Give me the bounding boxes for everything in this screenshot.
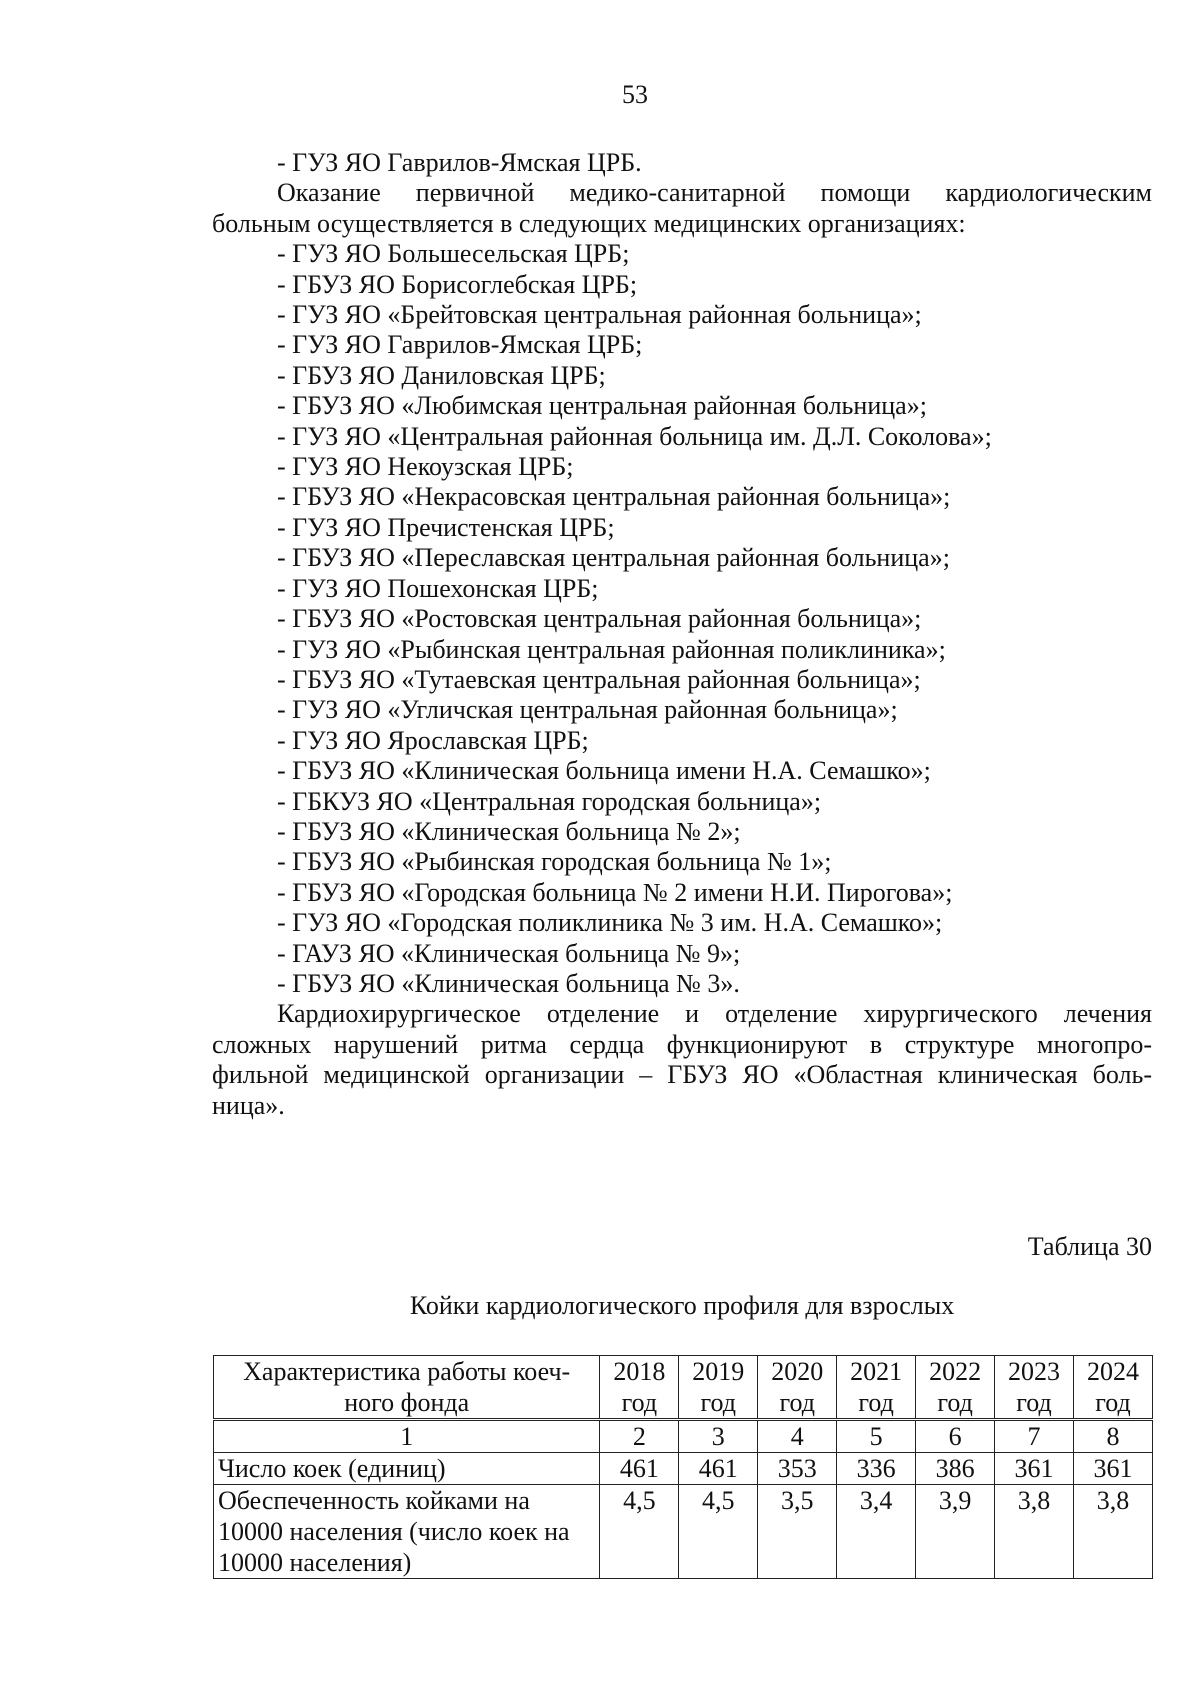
index-cell: 6 — [916, 1420, 995, 1453]
year-unit: год — [858, 1388, 894, 1417]
organization-list — [212, 239, 1152, 999]
list-item: - ГБКУЗ ЯО «Центральная городская больница»; — [277, 786, 822, 816]
year-value: 2024 — [1087, 1357, 1139, 1386]
table-row — [214, 1485, 1153, 1579]
table-row — [214, 1453, 1153, 1485]
index-cell: 5 — [837, 1420, 916, 1453]
list-item: - ГУЗ ЯО «Брейтовская центральная районная больница»; — [277, 300, 922, 330]
value-cell: 361 — [1074, 1453, 1153, 1485]
value-cell: 3,8 — [1074, 1485, 1153, 1579]
value-cell: 3,8 — [995, 1485, 1074, 1579]
year-unit: год — [779, 1388, 815, 1417]
list-item: - ГБУЗ ЯО «Клиническая больница имени Н.А. Семашко»; — [277, 756, 931, 786]
paragraph-line: сложных нарушений ритма сердца функционируют в структуре многопро- — [212, 1029, 1152, 1059]
list-item: - ГУЗ ЯО «Угличская центральная районная больница»; — [277, 695, 898, 725]
header-text: Характеристика работы коеч- — [243, 1357, 571, 1386]
list-item: - ГУЗ ЯО «Рыбинская центральная районная поликлиника»; — [277, 634, 946, 664]
list-item: - ГБУЗ ЯО «Некрасовская центральная районная больница»; — [277, 482, 951, 512]
year-unit: год — [700, 1388, 737, 1417]
list-item: - ГБУЗ ЯО «Ростовская центральная районная больница»; — [277, 604, 922, 634]
paragraph-cardiosurgery — [212, 999, 1152, 1121]
year-value: 2020 — [771, 1357, 824, 1386]
index-cell: 4 — [758, 1420, 837, 1453]
table-index-row — [214, 1420, 1153, 1453]
value-cell: 3,5 — [758, 1485, 837, 1579]
index-cell: 2 — [600, 1420, 679, 1453]
value-cell: 461 — [600, 1453, 679, 1485]
header-year — [1074, 1356, 1153, 1420]
list-item: - ГУЗ ЯО Пречистенская ЦРБ; — [277, 512, 615, 542]
list-item: - ГУЗ ЯО Пошехонская ЦРБ; — [277, 573, 599, 603]
list-item: - ГУЗ ЯО «Городская поликлиника № 3 им. Н.А. Семашко»; — [277, 908, 943, 938]
value-cell: 353 — [758, 1453, 837, 1485]
table-header-row — [214, 1356, 1153, 1420]
paragraph-primary-care — [212, 178, 1152, 239]
list-item: - ГУЗ ЯО Гаврилов-Ямская ЦРБ; — [277, 330, 643, 360]
list-item: - ГБУЗ ЯО «Городская больница № 2 имени Н.И. Пирогова»; — [277, 877, 953, 907]
paragraph-line: фильной медицинской организации – ГБУЗ ЯО «Областная клиническая боль- — [212, 1060, 1152, 1090]
value-cell: 3,9 — [916, 1485, 995, 1579]
header-year — [758, 1356, 837, 1420]
index-cell: 7 — [995, 1420, 1074, 1453]
year-unit: год — [1016, 1388, 1052, 1417]
row-label — [214, 1485, 600, 1579]
row-label-line: 10000 населения) — [218, 1548, 412, 1577]
value-cell: 4,5 — [600, 1485, 679, 1579]
value-cell: 386 — [916, 1453, 995, 1485]
year-unit: год — [937, 1388, 973, 1417]
list-item: - ГБУЗ ЯО «Клиническая больница № 2»; — [277, 816, 741, 846]
header-characteristic — [214, 1356, 600, 1420]
header-year — [679, 1356, 758, 1420]
list-item: - ГУЗ ЯО Некоузская ЦРБ; — [277, 452, 574, 482]
header-year — [916, 1356, 995, 1420]
paragraph-line: больным осуществляется в следующих медицинских организациях: — [212, 208, 966, 238]
table-label: Таблица 30 — [1027, 1232, 1152, 1261]
table-title: Койки кардиологического профиля для взрослых — [409, 1291, 955, 1320]
value-cell: 461 — [679, 1453, 758, 1485]
index-cell: 8 — [1074, 1420, 1153, 1453]
beds-table — [213, 1355, 1153, 1579]
year-value: 2018 — [613, 1357, 666, 1386]
paragraph-line: ница». — [212, 1090, 285, 1120]
header-year — [600, 1356, 679, 1420]
row-label: Число коек (единиц) — [214, 1453, 600, 1485]
paragraph-line: Оказание первичной медико-санитарной помощи кардиологическим — [277, 178, 1152, 208]
paragraph-line: Кардиохирургическое отделение и отделение хирургического лечения — [277, 999, 1152, 1029]
list-item: - ГУЗ ЯО «Центральная районная больница им. Д.Л. Соколова»; — [277, 421, 992, 451]
year-unit: год — [621, 1388, 658, 1417]
year-value: 2022 — [929, 1357, 982, 1386]
header-year — [995, 1356, 1074, 1420]
list-item: - ГУЗ ЯО Ярославская ЦРБ; — [277, 725, 589, 755]
year-value: 2021 — [850, 1357, 903, 1386]
value-cell: 3,4 — [837, 1485, 916, 1579]
body-text — [212, 148, 1152, 1121]
value-cell: 4,5 — [679, 1485, 758, 1579]
intro-line: - ГУЗ ЯО Гаврилов-Ямская ЦРБ. — [277, 148, 642, 177]
row-label-line: Обеспеченность койками на — [218, 1486, 530, 1515]
page-number: 53 — [622, 80, 648, 109]
list-item: - ГУЗ ЯО Большесельская ЦРБ; — [277, 239, 630, 269]
list-item: - ГБУЗ ЯО «Рыбинская городская больница № 1»; — [277, 847, 832, 877]
year-value: 2019 — [692, 1357, 745, 1386]
value-cell: 336 — [837, 1453, 916, 1485]
list-item: - ГБУЗ ЯО Борисоглебская ЦРБ; — [277, 269, 638, 299]
value-cell: 361 — [995, 1453, 1074, 1485]
year-unit: год — [1095, 1388, 1131, 1417]
row-label-line: 10000 населения (число коек на — [218, 1517, 570, 1546]
index-cell: 3 — [679, 1420, 758, 1453]
year-value: 2023 — [1008, 1357, 1061, 1386]
list-item: - ГБУЗ ЯО «Тутаевская центральная районная больница»; — [277, 664, 921, 694]
index-cell: 1 — [214, 1420, 600, 1453]
header-text: ного фонда — [344, 1388, 470, 1417]
list-item: - ГБУЗ ЯО Даниловская ЦРБ; — [277, 360, 606, 390]
list-item: - ГБУЗ ЯО «Переславская центральная районная больница»; — [277, 543, 950, 573]
list-item: - ГАУЗ ЯО «Клиническая больница № 9»; — [277, 938, 741, 968]
header-year — [837, 1356, 916, 1420]
list-item: - ГБУЗ ЯО «Любимская центральная районная больница»; — [277, 391, 927, 421]
list-item: - ГБУЗ ЯО «Клиническая больница № 3». — [277, 968, 740, 998]
